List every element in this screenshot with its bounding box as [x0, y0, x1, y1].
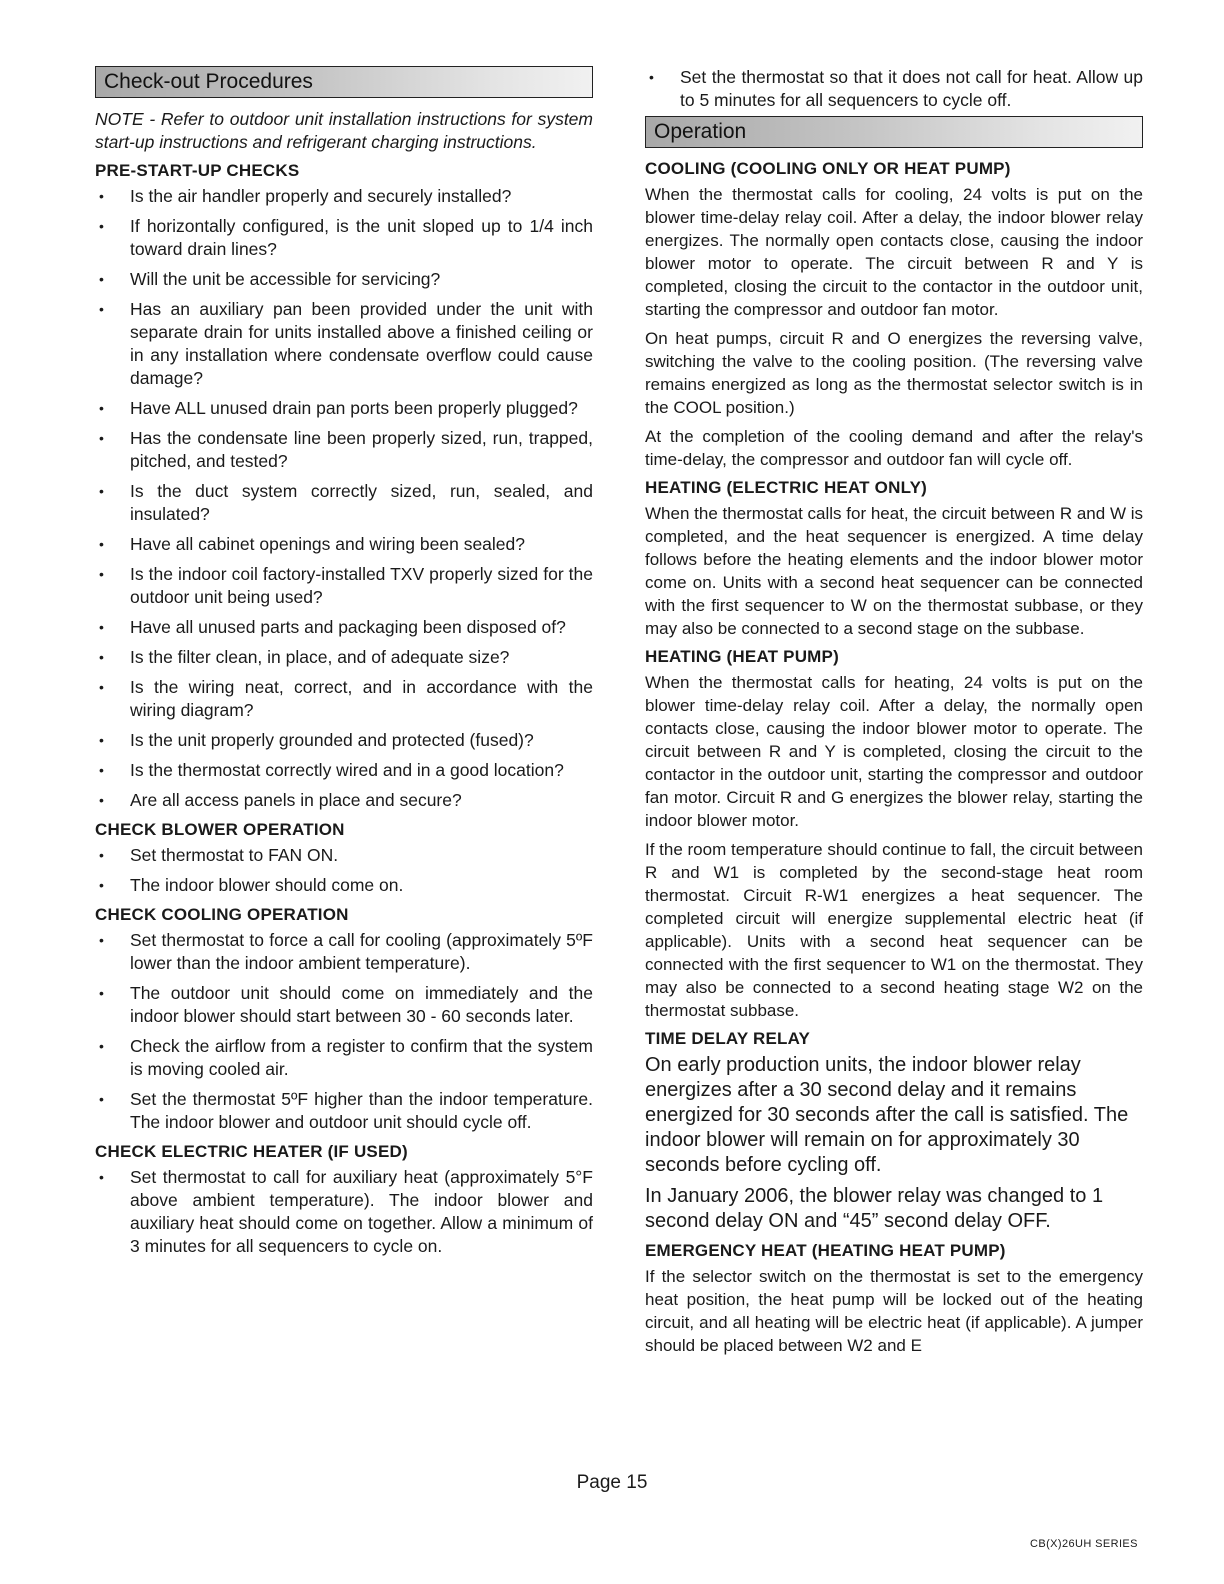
paragraph: On heat pumps, circuit R and O energizes the reversing valve, switching the valve to the cooling position. (The reversing valve remains energized as long as the thermostat selector switch is in the COOL position.)	[645, 329, 1143, 417]
list-item: • Will the unit be accessible for servicing?	[95, 268, 593, 291]
list-item: • Set thermostat to call for auxiliary heat (approximately 5°F above ambient temperature). The indoor blower and auxiliary heat should come on together. Allow a minimum of 3 minutes for all sequencers to cycle on.	[95, 1166, 593, 1258]
list-item: • Has the condensate line been properly sized, run, trapped, pitched, and tested?	[95, 427, 593, 473]
left-column	[95, 66, 593, 1265]
list-item: • Is the filter clean, in place, and of adequate size?	[95, 646, 593, 669]
list-item: • Have ALL unused drain pan ports been properly plugged?	[95, 397, 593, 420]
cooling-heading: COOLING (COOLING ONLY OR HEAT PUMP)	[645, 159, 1011, 178]
paragraph: When the thermostat calls for cooling, 24 volts is put on the blower time-delay relay coil. After a delay, the indoor blower relay energizes. The normally open contacts close, causing the indoor blower motor to operate. The circuit between R and Y is completed, closing the circuit to the contactor in the outdoor unit, starting the compressor and outdoor fan motor.	[645, 185, 1143, 319]
heating-electric-heading: HEATING (ELECTRIC HEAT ONLY)	[645, 478, 928, 497]
pre-start-up-heading: PRE-START-UP CHECKS	[95, 161, 300, 180]
check-blower-list	[95, 844, 593, 897]
list-item: • Have all cabinet openings and wiring been sealed?	[95, 533, 593, 556]
note-text: NOTE - Refer to outdoor unit installation instructions for system start-up instructions and refrigerant charging instructions.	[95, 109, 593, 152]
list-item: • Is the air handler properly and securely installed?	[95, 185, 593, 208]
list-item: • Set thermostat to force a call for cooling (approximately 5ºF lower than the indoor ambient temperature).	[95, 929, 593, 975]
list-item: • Has an auxiliary pan been provided under the unit with separate drain for units installed above a finished ceiling or in any installation where condensate overflow could cause damage?	[95, 298, 593, 390]
paragraph: At the completion of the cooling demand and after the relay's time-delay, the compressor and outdoor fan will cycle off.	[645, 427, 1143, 469]
list-item: • Check the airflow from a register to confirm that the system is moving cooled air.	[95, 1035, 593, 1081]
list-item: • Set the thermostat so that it does not call for heat. Allow up to 5 minutes for all sequencers to cycle off.	[645, 66, 1143, 112]
time-delay-relay-heading: TIME DELAY RELAY	[645, 1029, 811, 1048]
check-blower-heading: CHECK BLOWER OPERATION	[95, 820, 345, 839]
list-item: • Is the wiring neat, correct, and in accordance with the wiring diagram?	[95, 676, 593, 722]
paragraph: On early production units, the indoor blower relay energizes after a 30 second delay and it remains energized for 30 seconds after the call is satisfied. The indoor blower will remain on for approximately 30 seconds before cycling off.	[645, 1054, 1129, 1176]
paragraph: If the selector switch on the thermostat is set to the emergency heat position, the heat pump will be locked out of the heating circuit, and all heating will be electric heat (if applicable). A jumper should be placed between W2 and E	[645, 1267, 1143, 1355]
list-item: • If horizontally configured, is the unit sloped up to 1/4 inch toward drain lines?	[95, 215, 593, 261]
list-item: • Is the unit properly grounded and protected (fused)?	[95, 729, 593, 752]
continued-list	[645, 66, 1143, 112]
check-electric-heater-list	[95, 1166, 593, 1258]
series-label: CB(X)26UH SERIES	[1030, 1538, 1138, 1550]
paragraph: When the thermostat calls for heating, 24 volts is put on the blower time-delay relay coil. After a delay, the normally open contacts close, causing the indoor blower motor to operate. The circuit between R and Y is completed, closing the circuit to the contactor in the outdoor unit, starting the compressor and outdoor fan motor. Circuit R and G energizes the blower relay, starting the indoor blower motor.	[645, 673, 1143, 830]
check-electric-heater-heading: CHECK ELECTRIC HEATER (IF USED)	[95, 1142, 408, 1161]
heating-heat-pump-heading: HEATING (HEAT PUMP)	[645, 647, 839, 666]
paragraph: When the thermostat calls for heat, the circuit between R and W is completed, and the heat sequencer is energized. A time delay follows before the heating elements and the indoor blower motor come on. Units with a second heat sequencer can be connected with the first sequencer to W on the thermostat subbase, or they may also be connected to a second stage on the subbase.	[645, 504, 1143, 638]
list-item: • Is the indoor coil factory-installed TXV properly sized for the outdoor unit being used?	[95, 563, 593, 609]
pre-start-up-list	[95, 185, 593, 812]
operation-banner: Operation	[645, 116, 1143, 148]
paragraph: In January 2006, the blower relay was changed to 1 second delay ON and “45” second delay OFF.	[645, 1185, 1104, 1232]
right-column	[645, 66, 1143, 1363]
list-item: • Is the thermostat correctly wired and in a good location?	[95, 759, 593, 782]
list-item: • Are all access panels in place and secure?	[95, 789, 593, 812]
emergency-heat-heading: EMERGENCY HEAT (HEATING HEAT PUMP)	[645, 1241, 1006, 1260]
check-cooling-heading: CHECK COOLING OPERATION	[95, 905, 349, 924]
page-number: Page 15	[576, 1472, 648, 1493]
list-item: • The outdoor unit should come on immediately and the indoor blower should start between 30 - 60 seconds later.	[95, 982, 593, 1028]
paragraph: If the room temperature should continue to fall, the circuit between R and W1 is completed by the second-stage heat room thermostat. Circuit R-W1 energizes a heat sequencer. The completed circuit will energize supplemental electric heat (if applicable). Units with a second heat sequencer can be connected with the first sequencer to W1 on the thermostat. They may also be connected to a second heating stage W2 on the thermostat subbase.	[645, 840, 1143, 1020]
list-item: • The indoor blower should come on.	[95, 874, 593, 897]
list-item: • Set the thermostat 5ºF higher than the indoor temperature. The indoor blower and outdoor unit should cycle off.	[95, 1088, 593, 1134]
check-cooling-list	[95, 929, 593, 1134]
list-item: • Is the duct system correctly sized, run, sealed, and insulated?	[95, 480, 593, 526]
list-item: • Set thermostat to FAN ON.	[95, 844, 593, 867]
list-item: • Have all unused parts and packaging been disposed of?	[95, 616, 593, 639]
check-out-procedures-banner: Check-out Procedures	[95, 66, 593, 98]
